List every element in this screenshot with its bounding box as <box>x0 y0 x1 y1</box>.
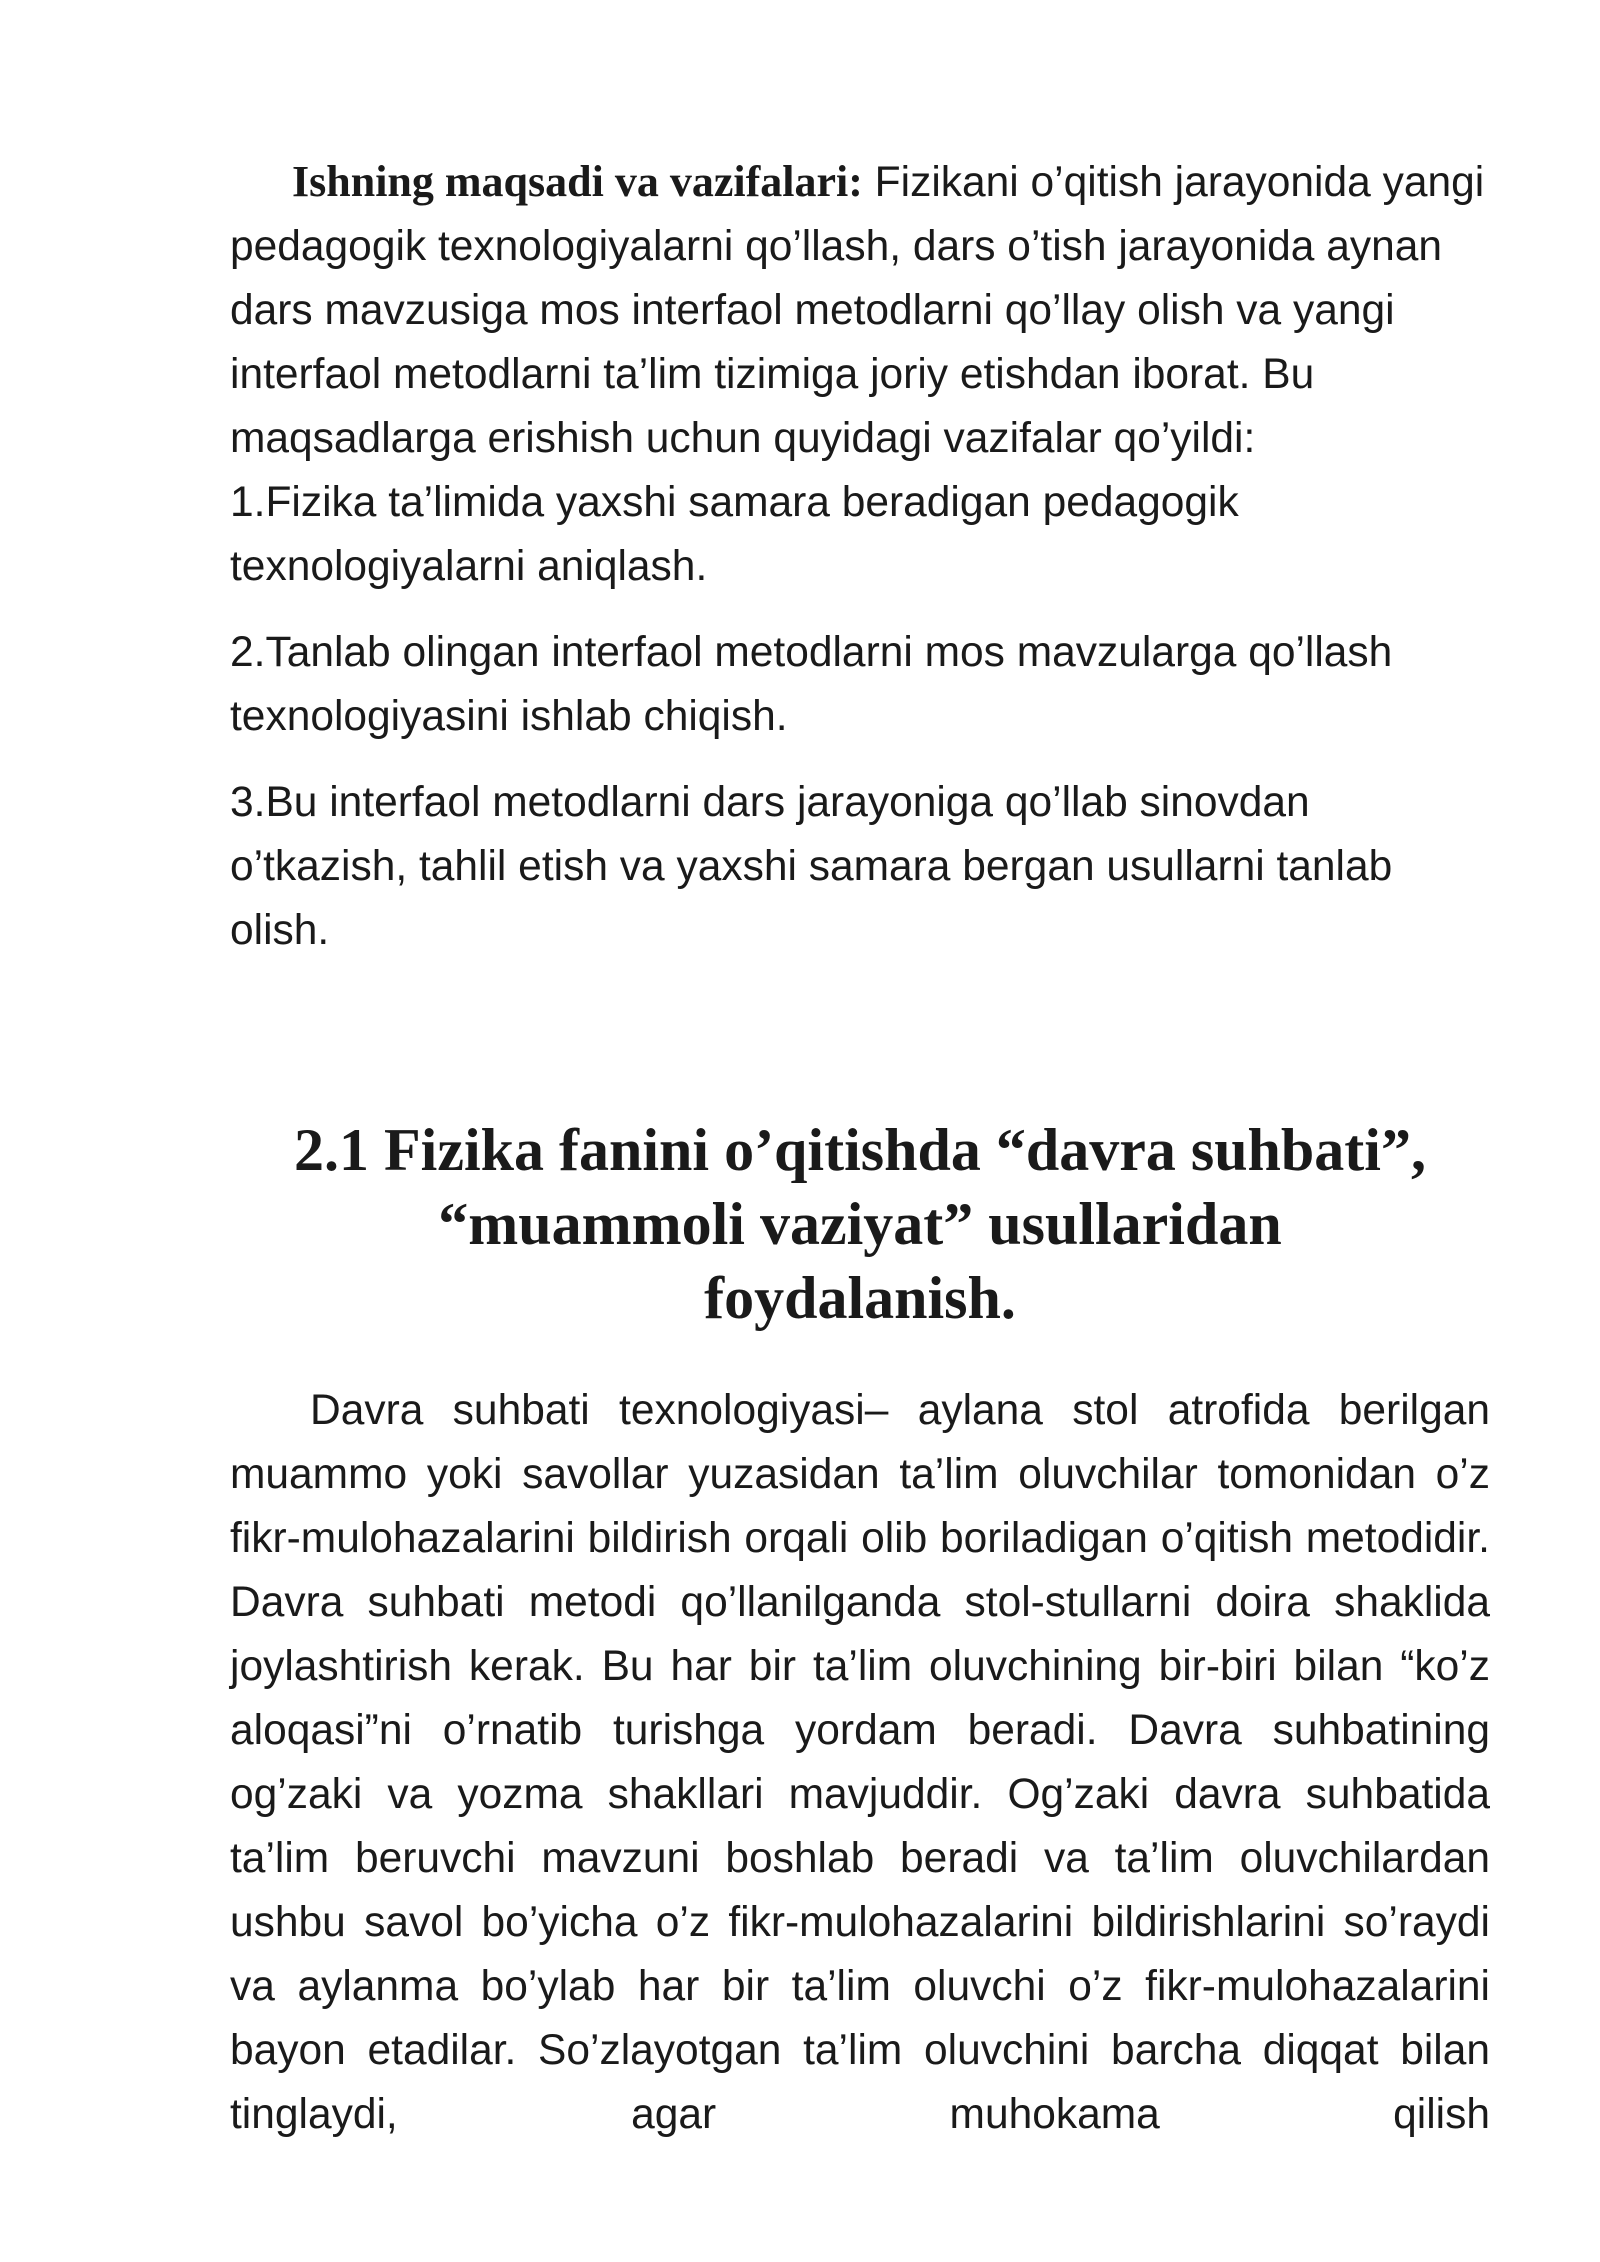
task-item-3: 3.Bu interfaol metodlarni dars jarayoniga qo’llab sinovdan o’tkazish, tahlil etish va yaxshi samara bergan usullarni tanlab olish. <box>230 779 1393 954</box>
section-heading-line-3: foydalanish. <box>704 1265 1016 1331</box>
task-item-1: 1.Fizika ta’limida yaxshi samara beradigan pedagogik texnologiyalarni aniqlash. <box>230 479 1239 590</box>
intro-text: Fizikani o’qitish jarayonida yangi pedagogik texnologiyalarni qo’llash, dars o’tish jarayonida aynan dars mavzusiga mos interfaol metodlarni qo’llay olish va yangi interfaol metodlarni ta’lim tizimiga joriy etishdan iborat. Bu maqsadlarga erishish uchun quyidagi vazifalar qo’yildi: <box>230 159 1485 462</box>
intro-paragraph <box>230 150 1490 471</box>
section-heading-line-2: “muammoli vaziyat” usullaridan <box>438 1191 1282 1257</box>
section-body-paragraph: Davra suhbati texnologiyasi– aylana stol atrofida berilgan muammo yoki savollar yuzasidan ta’lim oluvchilar tomonidan o’z fikr-mulohazalarini bildirish orqali olib boriladigan o’qitish metodidir. Davra suhbati metodi qo’llanilganda stol-stullarni doira shaklida joylashtirish kerak. Bu har bir ta’lim oluvchining bir-biri bilan “ko’z aloqasi”ni o’rnatib turishga yordam beradi. Davra suhbatining og’zaki va yozma shakllari mavjuddir. Og’zaki davra suhbatida ta’lim beruvchi mavzuni boshlab beradi va ta’lim oluvchilardan ushbu savol bo’yicha o’z fikr-mulohazalarini bildirishlarini so’raydi va aylanma bo’ylab har bir ta’lim oluvchi o’z fikr-mulohazalarini bayon etadilar. So’zlayotgan ta’lim oluvchini barcha diqqat bilan tinglaydi, agar muhokama qilish <box>230 1387 1490 2138</box>
intro-lead: Ishning maqsadi va vazifalari: <box>292 157 863 206</box>
section-heading <box>230 1113 1490 1335</box>
document-page <box>230 150 1490 2147</box>
task-item-2: 2.Tanlab olingan interfaol metodlarni mos mavzularga qo’llash texnologiyasini ishlab chiqish. <box>230 629 1393 740</box>
section-heading-line-1: 2.1 Fizika fanini o’qitishda “davra suhbati”, <box>294 1117 1426 1183</box>
